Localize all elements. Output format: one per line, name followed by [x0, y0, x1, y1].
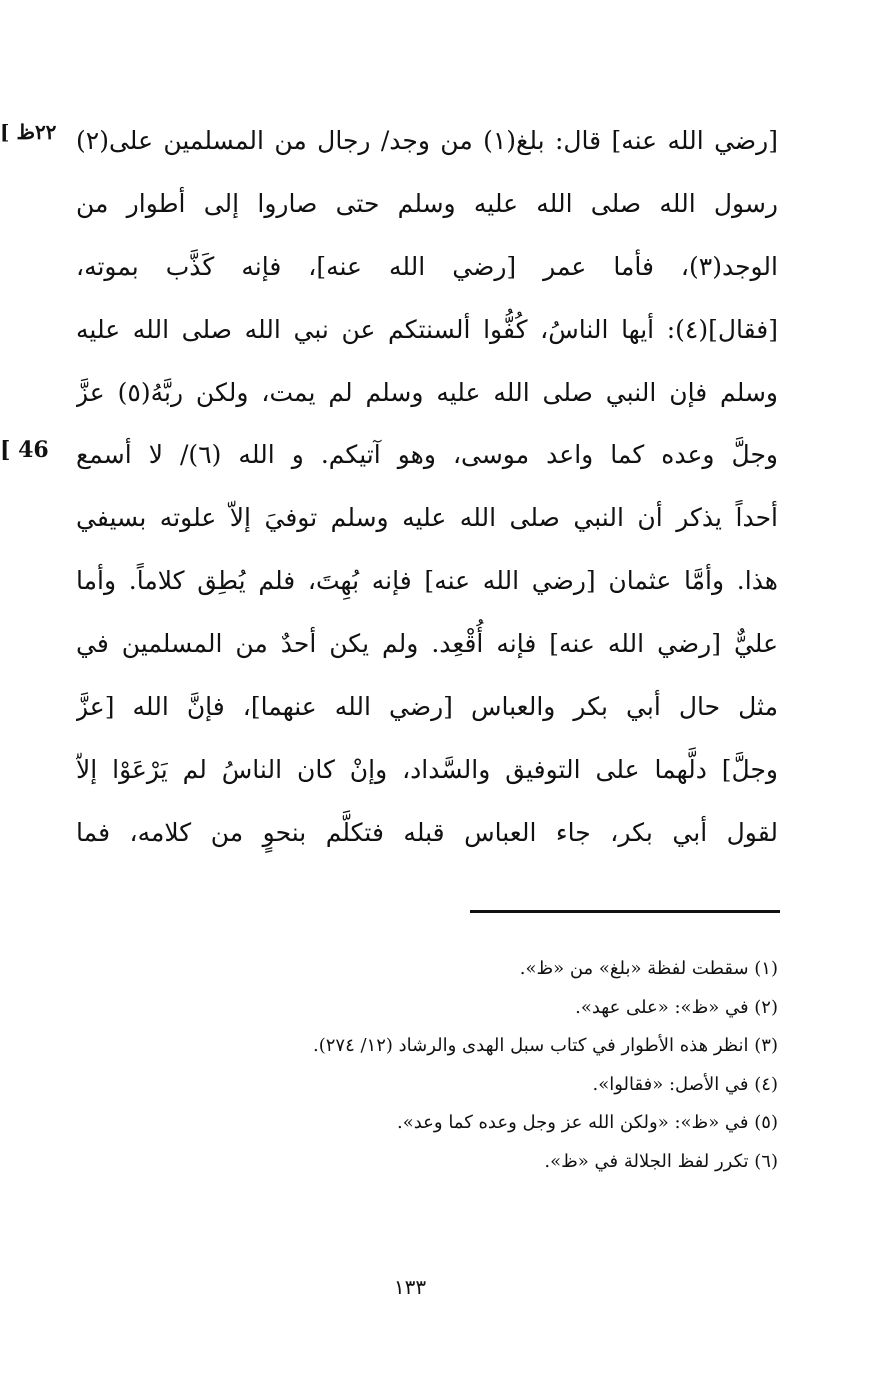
text-line: الوجد(٣)، فأما عمر [رضي الله عنه]، فإنه كَذَّب بموته،	[76, 251, 778, 281]
text-line: أحداً يذكر أن النبي صلى الله عليه وسلم توفيَ إلاّ علوته بسيفي	[76, 503, 778, 533]
text-line: وسلم فإن النبي صلى الله عليه وسلم لم يمت، ولكن ربَّهُ(٥) عزَّ	[76, 377, 778, 407]
footnote: (٣) انظر هذه الأطوار في كتاب سبل الهدى والرشاد (١٢/ ٢٧٤).	[312, 1035, 778, 1056]
text-line: هذا. وأمَّا عثمان [رضي الله عنه] فإنه بُهِتَ، فلم يُطِق كلاماً. وأما	[76, 566, 778, 596]
footnote: (٥) في «ظ»: «ولكن الله عز وجل وعده كما وعد».	[396, 1112, 778, 1133]
text-line: وجلَّ وعده كما واعد موسى، وهو آتيكم. و الله (٦)/ لا أسمع	[76, 440, 778, 470]
main-text	[76, 110, 778, 865]
text-line: لقول أبي بكر، جاء العباس قبله فتكلَّم بنحوٍ من كلامه، فما	[76, 817, 778, 847]
margin-folio-note: [ ٢٢ظ	[0, 120, 57, 144]
text-line: [فقال](٤): أيها الناسُ، كُفُّوا ألسنتكم عن نبي الله صلى الله عليه	[76, 314, 778, 344]
text-line: مثل حال أبي بكر والعباس [رضي الله عنهما]، فإنَّ الله [عزَّ	[76, 692, 778, 722]
footnote: (١) سقطت لفظة «بلغ» من «ظ».	[519, 958, 778, 979]
text-line: [رضي الله عنه] قال: بلغ(١) من وجد/ رجال من المسلمين على(٢)	[76, 126, 778, 155]
margin-page-note: [ 46	[0, 437, 49, 463]
footnote: (٤) في الأصل: «فقالوا».	[592, 1073, 778, 1095]
text-line: رسول الله صلى الله عليه وسلم حتى صاروا إلى أطوار من	[76, 188, 778, 218]
text-line: عليٌّ [رضي الله عنه] فإنه أُقْعِد. ولم يكن أحدٌ من المسلمين في	[76, 629, 778, 659]
page-number: ١٣٣	[393, 1275, 427, 1299]
footnote: (٦) تكرر لفظ الجلالة في «ظ».	[544, 1150, 778, 1172]
text-line: وجلَّ] دلَّهما على التوفيق والسَّداد، وإنْ كان الناسُ لم يَرْعَوْا إلاّ	[76, 754, 778, 784]
footnotes	[150, 950, 778, 1181]
footnote: (٢) في «ظ»: «على عهد».	[575, 996, 778, 1018]
footnote-separator	[470, 910, 780, 913]
